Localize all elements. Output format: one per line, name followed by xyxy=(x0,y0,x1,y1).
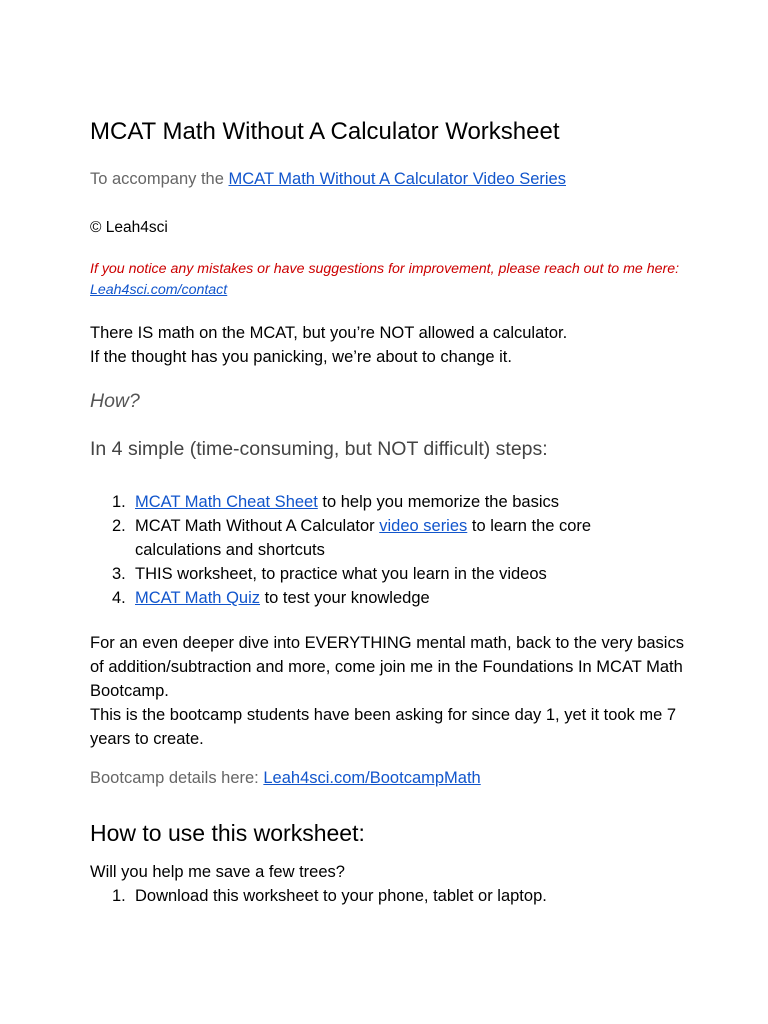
bootcamp-para-2: This is the bootcamp students have been asking for since day 1, yet it took me 7 years to create. xyxy=(90,706,677,748)
notice-body: If you notice any mistakes or have suggestions for improvement, please reach out to me here: xyxy=(90,261,680,277)
video-series-link[interactable]: MCAT Math Without A Calculator Video Series xyxy=(228,170,566,188)
list-text: to test your knowledge xyxy=(260,589,430,607)
subtitle xyxy=(90,170,566,189)
intro-line-1: There IS math on the MCAT, but you’re NOT allowed a calculator. xyxy=(90,324,568,342)
how-heading: How? xyxy=(90,390,140,412)
contact-link[interactable]: Leah4sci.com/contact xyxy=(90,282,228,298)
list-item xyxy=(90,490,650,514)
list-text: THIS worksheet, to practice what you learn in the videos xyxy=(135,565,547,583)
usage-list xyxy=(90,884,650,908)
notice-text xyxy=(90,259,690,301)
math-quiz-link[interactable]: MCAT Math Quiz xyxy=(135,589,260,607)
list-number: 3. xyxy=(112,565,126,583)
list-number: 2. xyxy=(112,517,126,535)
cheat-sheet-link[interactable]: MCAT Math Cheat Sheet xyxy=(135,493,318,511)
bootcamp-paragraph xyxy=(90,631,690,751)
list-text: MCAT Math Without A Calculator xyxy=(135,517,380,535)
list-item xyxy=(90,586,650,610)
list-item xyxy=(90,884,650,908)
bootcamp-link[interactable]: Leah4sci.com/BootcampMath xyxy=(263,769,481,787)
steps-list xyxy=(90,490,650,610)
bootcamp-details xyxy=(90,769,481,788)
steps-heading: In 4 simple (time-consuming, but NOT difficult) steps: xyxy=(90,438,548,460)
bootcamp-para-1: For an even deeper dive into EVERYTHING mental math, back to the very basics of addition/subtraction and more, come join me in the Foundations In MCAT Math Bootcamp. xyxy=(90,634,684,700)
copyright: © Leah4sci xyxy=(90,219,168,236)
video-series-link-2[interactable]: video series xyxy=(379,517,468,535)
list-number: 4. xyxy=(112,589,126,607)
page-title: MCAT Math Without A Calculator Worksheet xyxy=(90,118,560,145)
list-number: 1. xyxy=(112,887,126,905)
list-number: 1. xyxy=(112,493,126,511)
list-text: Download this worksheet to your phone, tablet or laptop. xyxy=(135,887,547,905)
intro-line-2: If the thought has you panicking, we’re about to change it. xyxy=(90,348,512,366)
trees-text: Will you help me save a few trees? xyxy=(90,863,345,881)
subtitle-prefix: To accompany the xyxy=(90,170,229,188)
list-item xyxy=(90,562,650,586)
list-text: to help you memorize the basics xyxy=(317,493,560,511)
bootcamp-prefix: Bootcamp details here: xyxy=(90,769,264,787)
list-item xyxy=(90,514,650,562)
usage-heading: How to use this worksheet: xyxy=(90,820,365,846)
list-text: to learn the core calculations and shortcuts xyxy=(135,517,592,559)
intro-paragraph xyxy=(90,321,690,369)
